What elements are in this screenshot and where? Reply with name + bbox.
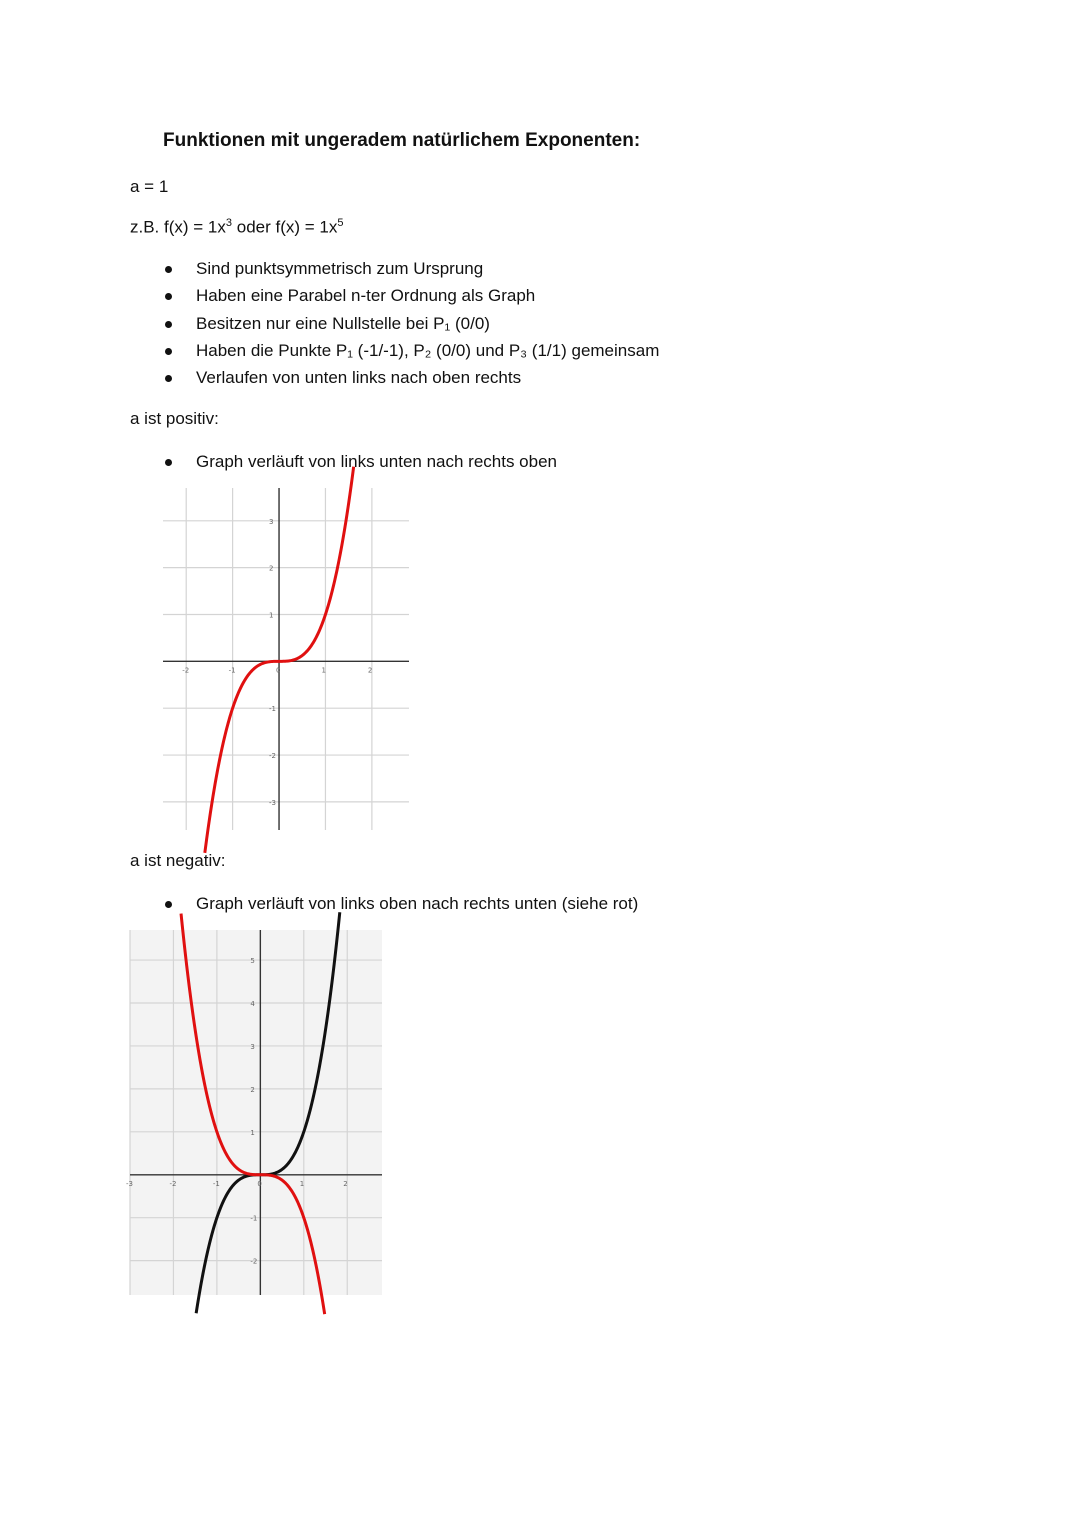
- list-item: Haben die Punkte P₁ (-1/-1), P₂ (0/0) und P₃ (1/1) gemeinsam: [163, 337, 659, 364]
- x-tick-label: 2: [367, 666, 373, 675]
- y-tick-label: -2: [250, 1257, 258, 1266]
- y-tick-label: -1: [269, 705, 277, 714]
- example-formula: [130, 217, 344, 238]
- x-tick-label: 0: [257, 1179, 262, 1188]
- x-tick-label: -1: [212, 1179, 220, 1188]
- negative-cubic-chart: [126, 930, 382, 1295]
- y-tick-label: -2: [269, 752, 277, 761]
- y-tick-label: 4: [250, 1000, 255, 1008]
- positive-cubic-chart: [163, 488, 409, 830]
- a-value: a = 1: [130, 177, 169, 196]
- y-tick-label: 3: [269, 517, 274, 526]
- positive-bullet-list: [163, 448, 557, 475]
- x-tick-label: 0: [276, 666, 281, 675]
- x-tick-label: -2: [169, 1179, 177, 1188]
- y-tick-label: 2: [269, 564, 274, 573]
- positive-heading: a ist positiv:: [130, 409, 219, 428]
- negative-bullet-list: [163, 890, 638, 917]
- y-tick-label: -1: [250, 1214, 258, 1223]
- x-tick-label: 2: [343, 1179, 348, 1188]
- list-item: Graph verläuft von links unten nach rechts oben: [163, 448, 557, 475]
- x-tick-label: -1: [228, 666, 236, 675]
- example-exponent-1: 3: [225, 217, 233, 229]
- example-prefix: z.B. f(x) = 1x: [130, 217, 226, 237]
- property-list: [163, 255, 659, 391]
- x-tick-label: -2: [182, 666, 190, 675]
- y-tick-label: 1: [250, 1128, 255, 1137]
- negative-heading: a ist negativ:: [130, 851, 226, 870]
- y-tick-label: 5: [250, 957, 255, 966]
- example-exponent-2: 5: [337, 217, 344, 229]
- x-tick-label: 1: [321, 666, 326, 675]
- list-item: Sind punktsymmetrisch zum Ursprung: [163, 255, 659, 282]
- x-tick-label: 1: [299, 1179, 305, 1188]
- list-item: Graph verläuft von links oben nach rechts unten (siehe rot): [163, 890, 638, 917]
- page-title: Funktionen mit ungeradem natürlichem Exponenten:: [163, 130, 641, 151]
- y-tick-label: -3: [269, 798, 277, 807]
- list-item: Verlaufen von unten links nach oben rechts: [163, 364, 659, 391]
- y-tick-label: 2: [250, 1085, 255, 1094]
- chart-background: [130, 930, 382, 1295]
- example-middle: oder f(x) = 1x: [232, 217, 338, 237]
- y-tick-label: 1: [269, 611, 274, 620]
- x-tick-label: -3: [126, 1179, 133, 1188]
- list-item: Besitzen nur eine Nullstelle bei P₁ (0/0): [163, 310, 659, 337]
- list-item: Haben eine Parabel n-ter Ordnung als Graph: [163, 282, 659, 309]
- y-tick-label: 3: [250, 1042, 255, 1051]
